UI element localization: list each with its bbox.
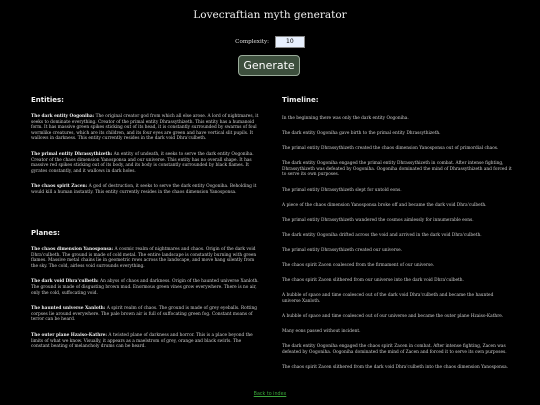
timeline-section [282,96,512,380]
timeline-event: The chaos spirit Zacen slithered from the dark void Dhra'culbeth into the chaos dimension Yanosponsa. [282,364,509,370]
timeline-event: In the beginning there was only the dark entity Oogoniha. [282,116,409,121]
entity-description: An entity of undeath, it seeks to serve the dark entity Oogoniha. Creator of the chaos dimension Yanosponsa and our universe. This entity has no overall shape. It has massive red spikes sticking out of its body, and its body is constantly surrounded by black flames. It gyrates constantly, and it wallows in dark holes. [31,151,254,174]
plane-description: A spirit realm of chaos. The ground is made of grey eyeballs. Rotting corpses lie around everywhere. The pale brown air is full of suffocating green fog. Constant moans of terror can be heard. [31,306,258,323]
planes-section [31,229,261,360]
timeline-event: The primal entity Dhrassythizeth wandered the cosmos aimlessly for innumerable eons. [282,217,474,223]
entity-name: The chaos spirit Zacen: [31,184,88,190]
timeline-event: Many eons passed without incident. [282,329,361,334]
plane-description: A twisted plane of darkness and horror. This is a place beyond the limits of what we know. Visually, it appears as a maelstrom of grey, orange and black swirls. The constant beating of melancholy drums can be heard. [31,332,253,350]
complexity-label: Complexity: [235,39,270,45]
entity-entry [31,114,261,142]
plane-description: A cosmic realm of nightmares and chaos. Origin of the dark void Dhra'culbeth. The ground is made of cold metal. The entire landscape is constantly burning with green flames. Massive metal chains lie in geometric rows across the landscape, and move hang silently from the sky. The cold, airless void surrounds everything. [31,247,257,269]
plane-entry [31,333,261,350]
entity-name: The primal entity Dhrassythizeth: [31,151,113,157]
complexity-row [0,36,540,48]
plane-entry [31,247,261,269]
entity-entry [31,152,261,174]
plane-name: The chaos dimension Yanosponsa: [31,247,114,252]
timeline-event: The dark entity Oogoniha engaged the primal entity Dhrassythizeth in combat. After intense fighting, Dhrassythizeth was defeated by Oogoniha. Oogoniha dominated the mind of Dhrassythizeth and forced it to serve its own purposes. [282,161,512,178]
plane-entry [31,306,261,323]
plane-description: An abyss of chaos and darkness. Origin of the haunted universe Xanloth. The ground is made of disgusting brown mud. Enormous green vines grow everywhere. There is no air, only the cold, suffocating void. [31,279,259,296]
timeline-event: A piece of the chaos dimension Yanosponsa broke off and became the dark void Dhra'culbeth. [282,202,487,208]
planes-heading: Planes: [31,229,60,237]
entity-entry [31,184,261,195]
timeline-heading: Timeline: [282,96,319,104]
plane-entry [31,279,261,296]
entity-description: The original creator god from which all else arose. A lord of nightmares, it seeks to dominate everything. Creator of the primal entity Dhrassythizeth. This entity has a humanoid form. It has massive green spikes sticking out of its head, it is constantly surrounded by swarms of foul wormlike creatures, which are its children, and its four eyes are green and have vertical slit pupils. It wallows in darkness. This entity currently resides in the dark void Dhra'culbeth. [31,114,259,142]
entity-description: A god of destruction, it seeks to serve the dark entity Oogoniha. Beholding it would kill a human instantly. This entity currently resides in the chaos dimension Yanosponsa. [31,184,257,195]
plane-name: The dark void Dhra'culbeth: [31,279,99,285]
timeline-event: A bubble of space and time coalesced out of our universe and became the outer plane Hzaiso-Kathre. [282,313,504,319]
timeline-event: The primal entity Dhrassythizeth created the chaos dimension Yanosponsa out of primordial chaos. [282,146,499,152]
timeline-event: A bubble of space and time coalesced out of the dark void Dhra'culbeth and became the haunted universe Xanloth. [282,293,494,304]
back-to-index-link[interactable]: Back to index [253,392,287,397]
timeline-event: The primal entity Dhrassythizeth slept for untold eons. [282,187,402,193]
entities-section [31,96,261,206]
timeline-event: The dark entity Oogoniha engaged the chaos spirit Zacen in combat. After intense fighting, Zacen was defeated by Oogoniha. Oogoniha dominated the mind of Zacen and forced it to serve its own purposes. [282,344,507,355]
timeline-event: The chaos spirit Zacen coalesced from the firmament of our universe. [282,263,435,269]
complexity-input[interactable]: 10 [275,36,305,48]
page-title: Lovecraftian myth generator [193,9,347,21]
timeline-event: The dark entity Oogoniha drifted across the void and arrived in the dark void Dhra'culbeth. [282,232,482,238]
entity-name: The dark entity Oogoniha: [31,114,95,119]
generate-button[interactable]: Generate [238,55,300,76]
timeline-event: The chaos spirit Zacen slithered from our universe into the dark void Dhra'culbeth. [282,278,464,284]
timeline-event: The dark entity Oogoniha gave birth to the primal entity Dhrassythizeth. [282,131,441,137]
entities-heading: Entities: [31,96,64,104]
plane-name: The outer plane Hzaiso-Kathre: [31,332,107,338]
timeline-event: The primal entity Dhrassythizeth created our universe. [282,247,403,253]
plane-name: The haunted universe Xanloth: [31,306,106,312]
